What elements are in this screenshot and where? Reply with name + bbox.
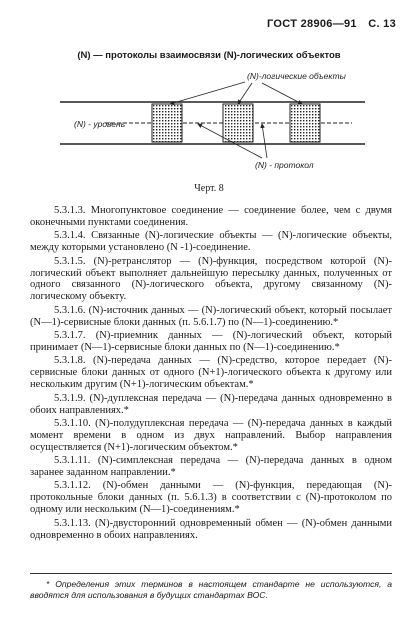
page-number: С. 13 bbox=[368, 18, 396, 30]
paragraph: 5.3.1.5. (N)-ретранслятор — (N)-функция, посредством которой (N)-логический объект выполняет дальнейшую пересылку данных, полученных от одного связанного (N)-логического объекта, другому связанному (N)-логическому объекту. bbox=[30, 255, 392, 303]
footnote-divider bbox=[30, 573, 392, 574]
paragraph: 5.3.1.11. (N)-симплексная передача — (N)-передача данных в одном заранее заданном направлении.* bbox=[30, 455, 392, 479]
footnote-text: * Определения этих терминов в настоящем стандарте не используются, а вводятся для использования в будущих стандартах ВОС. bbox=[30, 579, 392, 600]
entity-box-3 bbox=[290, 104, 320, 142]
paragraph: 5.3.1.4. Связанные (N)-логические объекты — (N)-логические объекты, между которыми установлено (N -1)-соединение. bbox=[30, 230, 392, 254]
protocol-arrow-2 bbox=[262, 124, 267, 158]
footnote bbox=[30, 579, 392, 601]
label-level: (N) - уровень bbox=[74, 119, 126, 129]
objects-arrow-1 bbox=[170, 82, 245, 104]
protocol-diagram bbox=[0, 60, 418, 180]
objects-arrow-2 bbox=[238, 83, 252, 104]
label-objects: (N)-логические объекты bbox=[247, 71, 346, 81]
paragraph: 5.3.1.10. (N)-полудуплексная передача — (N)-передача данных в каждый момент времени в одном из двух направлений. Выбор направления осуществляется (N+1)-логическим объектом.* bbox=[30, 417, 392, 453]
paragraph: 5.3.1.12. (N)-обмен данными — (N)-функция, передающая (N)-протокольные блоки данных (п. 5.6.1.3) в соответствии с (N)-протоколом по одному или нескольким (N—1)-соединениям.* bbox=[30, 480, 392, 516]
figure-caption: Черт. 8 bbox=[194, 183, 224, 194]
paragraph: 5.3.1.3. Многопунктовое соединение — соединение более, чем с двумя оконечными пунктами соединения. bbox=[30, 205, 392, 228]
standard-number: ГОСТ 28906—91 bbox=[267, 18, 357, 30]
label-protocol: (N) - протокол bbox=[255, 160, 314, 170]
entity-box-1 bbox=[152, 104, 182, 142]
paragraph: 5.3.1.9. (N)-дуплексная передача — (N)-передача данных одновременно в обоих направлениях.* bbox=[30, 392, 392, 416]
paragraph: 5.3.1.7. (N)-приемник данных — (N)-логический объект, который принимает (N—1)-сервисные блоки данных по (N—1)-соединению.* bbox=[30, 330, 392, 353]
entity-box-2 bbox=[223, 104, 253, 142]
figure-title: (N) — протоколы взаимосвязи (N)-логических объектов bbox=[77, 50, 341, 61]
page-header bbox=[267, 18, 396, 30]
paragraph: 5.3.1.13. (N)-двусторонний одновременный обмен — (N)-обмен данными одновременно в обоих направлениях. bbox=[30, 517, 392, 541]
paragraph: 5.3.1.8. (N)-передача данных — (N)-средство, которое передает (N)-сервисные блоки данных от одного (N+1)-логического объекта к другому или нескольким другим (N+1)-логическим объектам.* bbox=[30, 355, 392, 391]
paragraph: 5.3.1.6. (N)-источник данных — (N)-логический объект, который посылает (N—1)-сервисные блоки данных (п. 5.6.1.7) по (N—1)-соединению.* bbox=[30, 304, 392, 328]
body-text bbox=[30, 205, 392, 543]
objects-arrow-3 bbox=[262, 83, 302, 104]
